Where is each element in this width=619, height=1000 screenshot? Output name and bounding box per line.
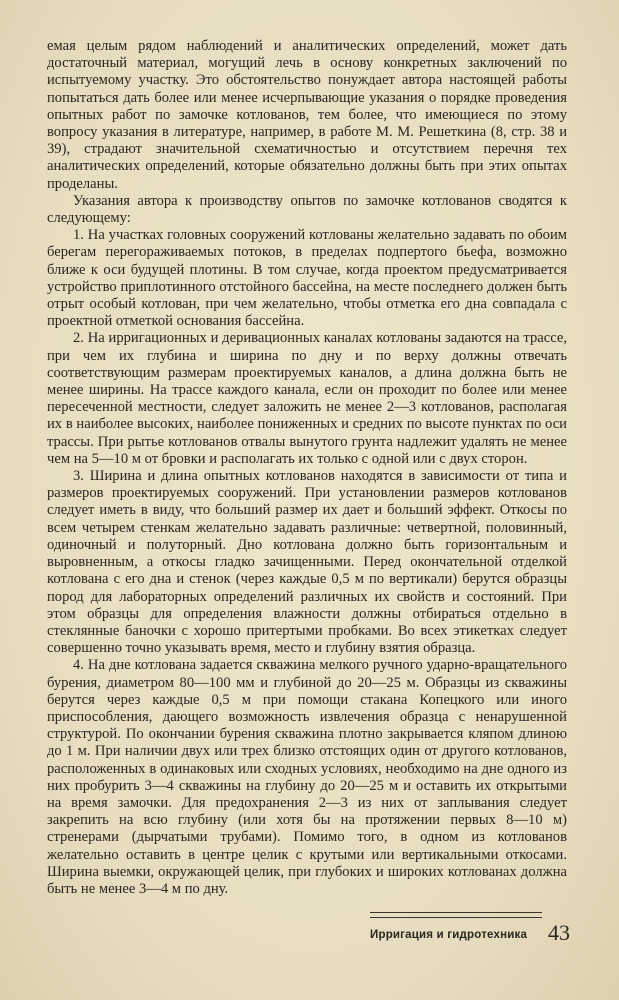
paragraph-item-4: 4. На дне котлована задается скважина мелкого ручного ударно-вращательного бурения, диаметром 80—100 мм и глубиной до 20—25 м. Образцы из скважины берутся через каждые 0,5 м при помощи стакана Копецкого или иного приспособления, дающего возможность извлечения образца с ненарушенной структурой. По окончании бурения скважина плотно закрывается кляпом длиною до 1 м. При наличии двух или трех близко отстоящих один от другого котлованов, расположенных в одинаковых или сходных условиях, необходимо на дне одного из них пробурить 3—4 скважины на глубину до 20—25 м и оставить их открытыми на время замочки. Для предохранения 2—3 из них от заплывания следует закрепить на всю глубину (или хотя бы на протяжении первых 8—10 м) стренерами (дырчатыми трубами). Помимо того, в одном из котлованов желательно оставить в центре целик с крутыми или вертикальными откосами. Ширина выемки, окружающей целик, при глубоких и широких котлованах должна быть не менее 3—4 м по дну. bbox=[47, 657, 567, 897]
page-footer bbox=[370, 912, 570, 952]
paragraph-item-2: 2. На ирригационных и деривационных каналах котлованы задаются на трассе, при чем их глубина и ширина по дну и по верху должны отвечать соответствующим размерам проектируемых каналов, а длина должна быть не менее ширины. На трассе каждого канала, если он проходит по более или менее пересеченной местности, следует заложить не менее 2—3 котлованов, располагая их в наиболее высоких, наиболее пониженных и средних по высоте пунктах по оси трассы. При рытье котлованов отвалы вынутого грунта надлежит удалять не менее чем на 5—10 м от бровки и располагать их только с одной или с двух сторон. bbox=[47, 330, 567, 467]
body-text bbox=[47, 38, 567, 898]
paragraph-continuation: емая целым рядом наблюдений и аналитических определений, может дать достаточный материал, могущий лечь в основу конкретных заключений по испытуемому участку. Это обстоятельство понуждает автора настоящей работы попытаться дать более или менее исчерпывающие указания о порядке проведения опытных работ по замочке котлованов, тем более, что имеющиеся по этому вопросу указания в литературе, например, в работе М. М. Решеткина (8, стр. 38 и 39), страдают значительной схематичностью и отсутствием перечня тех аналитических определений, которые обязательно должны быть при этих опытах проделаны. bbox=[47, 38, 567, 192]
paragraph-item-1: 1. На участках головных сооружений котлованы желательно задавать по обоим берегам перегораживаемых потоков, в пределах подпертого бьефа, возможно ближе к оси будущей плотины. В том случае, когда проектом предусматривается устройство приплотинного отстойного бассейна, на месте последнего должен быть отрыт особый котлован, при чем желательно, чтобы отметка его дна совпадала с проектной отметкой основания бассейна. bbox=[47, 227, 567, 330]
page-number: 43 bbox=[548, 920, 570, 945]
paragraph-item-3: 3. Ширина и длина опытных котлованов находятся в зависимости от типа и размеров проектируемых сооружений. При установлении размеров котлованов следует иметь в виду, что больший размер их дает и больший эффект. Откосы по всем четырем стенкам желательно задавать различные: четвертной, половинный, одиночный и полуторный. Дно котлована должно быть горизонтальным и выровненным, а откосы гладко зачищенными. Перед окончательной отделкой котлована с его дна и стенок (через каждые 0,5 м по вертикали) берутся образцы пород для лабораторных определений различных их свойств и состояний. При этом образцы для определения влажности должны отбираться отдельно в стеклянные баночки с хорошо притертыми пробками. Во всех этикетках следует совершенно точно указывать время, место и глубину взятия образца. bbox=[47, 468, 567, 657]
journal-title: Ирригация и гидротехника bbox=[370, 929, 528, 941]
paragraph-intro: Указания автора к производству опытов по замочке котлованов сводятся к следующему: bbox=[47, 192, 567, 227]
footer-rule bbox=[370, 912, 542, 918]
